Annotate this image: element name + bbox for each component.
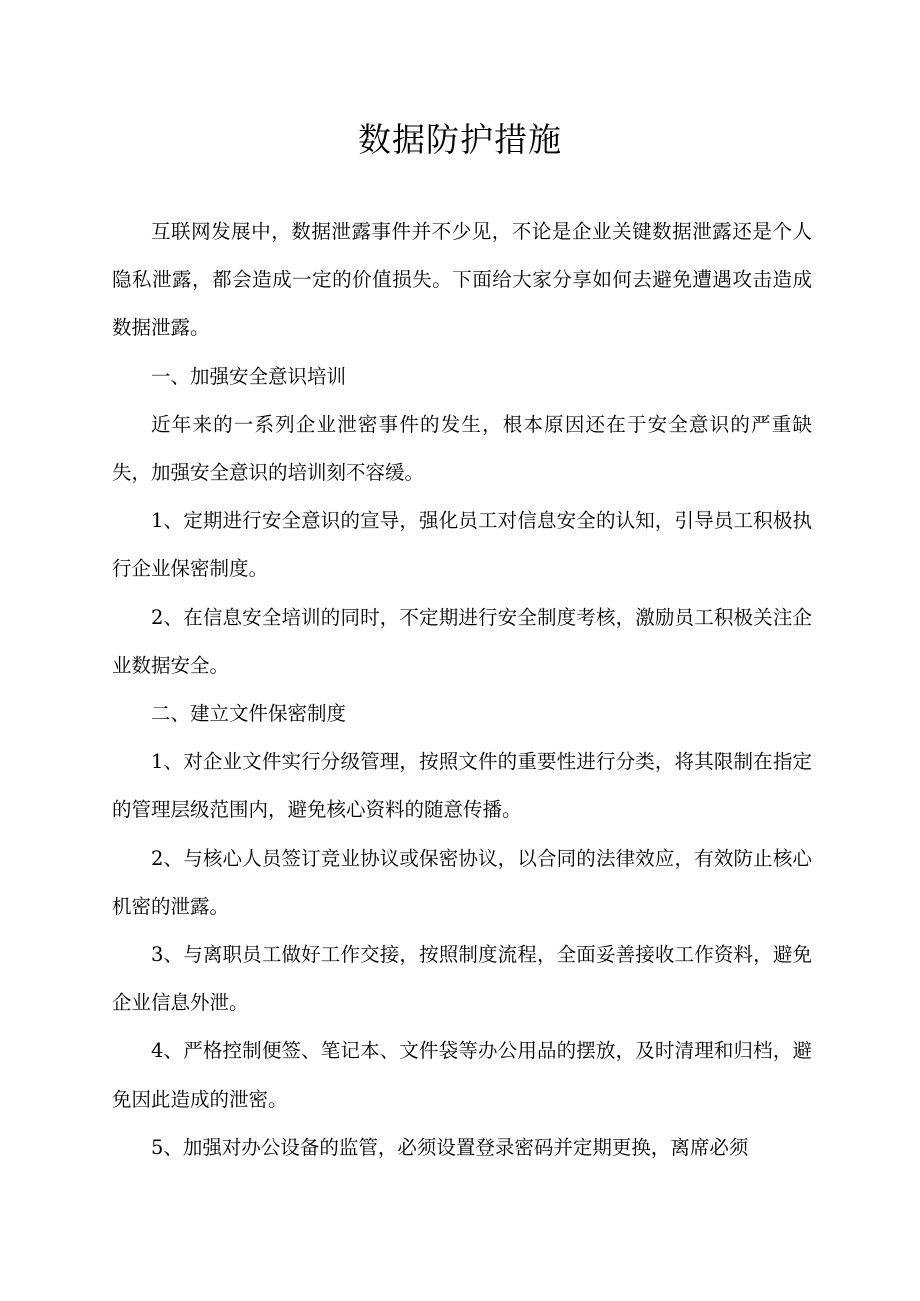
section-1-item-2: 2、在信息安全培训的同时，不定期进行安全制度考核，激励员工积极关注企业数据安全。 (112, 605, 812, 677)
section-1-item-1: 1、定期进行安全意识的宣导，强化员工对信息安全的认知，引导员工积极执行企业保密制度。 (112, 509, 812, 581)
section-2-item-3: 3、与离职员工做好工作交接，按照制度流程，全面妥善接收工作资料，避免企业信息外泄。 (112, 943, 812, 1015)
document-body (112, 208, 812, 1172)
section-2-item-4: 4、严格控制便签、笔记本、文件袋等办公用品的摆放，及时清理和归档，避免因此造成的泄密。 (112, 1039, 812, 1111)
section-heading-2: 二、建立文件保密制度 (151, 702, 347, 726)
section-2-item-5: 5、加强对办公设备的监管，必须设置登录密码并定期更换，离席必须 (151, 1135, 749, 1159)
intro-paragraph: 互联网发展中，数据泄露事件并不少见，不论是企业关键数据泄露还是个人隐私泄露，都会造成一定的价值损失。下面给大家分享如何去避免遭遇攻击造成数据泄露。 (112, 220, 812, 340)
section-1-paragraph: 近年来的一系列企业泄密事件的发生，根本原因还在于安全意识的严重缺失，加强安全意识的培训刻不容缓。 (112, 412, 812, 485)
section-2-item-1: 1、对企业文件实行分级管理，按照文件的重要性进行分类，将其限制在指定的管理层级范围内，避免核心资料的随意传播。 (112, 750, 812, 822)
section-heading-1: 一、加强安全意识培训 (151, 364, 347, 388)
document-title: 数据防护措施 (358, 120, 562, 159)
section-2-item-2: 2、与核心人员签订竞业协议或保密协议，以合同的法律效应，有效防止核心机密的泄露。 (112, 846, 812, 918)
